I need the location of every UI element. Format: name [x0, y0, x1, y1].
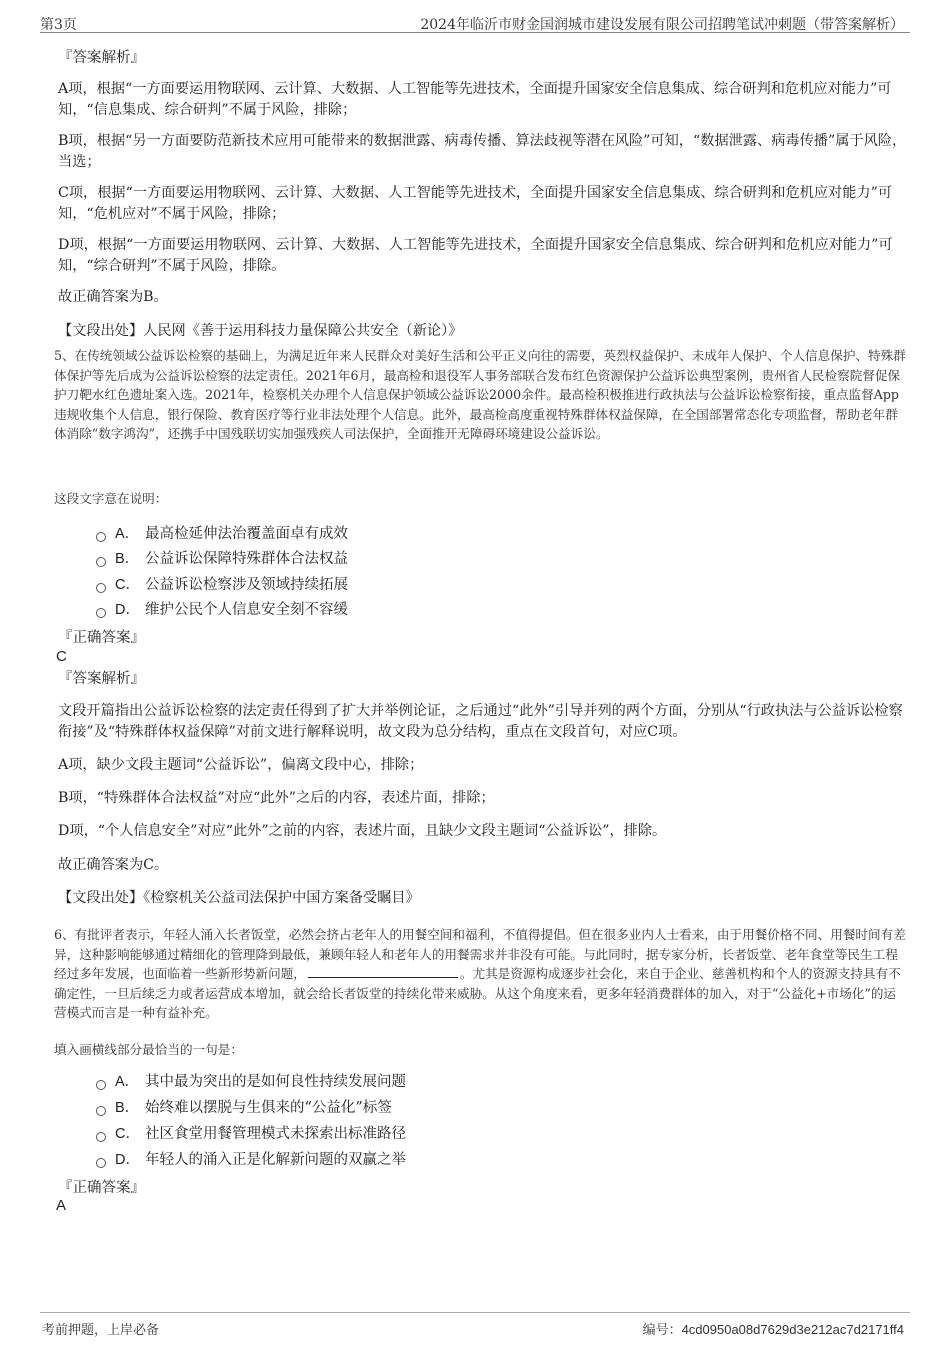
radio-button[interactable]: [96, 1106, 106, 1116]
q6-stem: [54, 925, 906, 1023]
q5-conclusion: 故正确答案为C。: [58, 857, 169, 873]
q4-analysis-c: C项，根据“一方面要运用物联网、云计算、大数据、人工智能等先进技术，全面提升国家安全信息集成、综合研判和危机应对能力”可知，“危机应对”不属于风险，排除；: [58, 185, 893, 222]
q6-stem-part1: 6、有批评者表示，年轻人涌入长者饭堂，必然会挤占老年人的用餐空间和福利，不值得提倡。但在很多业内人士看来，由于用餐价格不同、用餐时间有差异，这种影响能够通过精细化的管理降到最低，兼顾年轻人和老年人的用餐需求并非没有可能。与此同时，据专家分析，长者饭堂、老年食堂等民生工程经过多年发展，也面临着一些新形势新问题，: [54, 927, 906, 981]
page-number: 第3页: [40, 17, 77, 33]
footer-slogan: 考前押题，上岸必备: [42, 1323, 160, 1338]
radio-button[interactable]: [96, 1158, 106, 1168]
q5-option-a[interactable]: [96, 524, 348, 544]
q5-answer: C: [56, 648, 67, 665]
q5-option-d[interactable]: [96, 600, 348, 620]
option-text: 最高检延伸法治覆盖面卓有成效: [145, 526, 348, 542]
option-letter: C．: [115, 577, 140, 593]
q5-analysis-d: D项，“个人信息安全”对应“此外”之前的内容，表述片面，且缺少文段主题词“公益诉讼”，排除。: [58, 823, 667, 839]
q5-option-c[interactable]: [96, 575, 348, 595]
q5-analysis-b: B项，“特殊群体合法权益”对应“此外”之后的内容，表述片面，排除；: [58, 790, 495, 806]
q6-option-a[interactable]: [96, 1072, 406, 1092]
q6-prompt: 填入画横线部分最恰当的一句是：: [54, 1042, 243, 1057]
document-code: 编号：4cd0950a08d7629d3e212ac7d2171ff4: [642, 1322, 904, 1337]
fill-blank: [308, 965, 458, 978]
q5-stem: 5、在传统领域公益诉讼检察的基础上，为满足近年来人民群众对美好生活和公平正义向往的需要，英烈权益保护、未成年人保护、个人信息保护、特殊群体保护等先后成为公益诉讼检察的法定责任。2021年6月，最高检和退役军人事务部联合发布红色资源保护公益诉讼典型案例，贵州省人民检察院督促保护刀靶水红色遗址案入选。2021年，检察机关办理个人信息保护领域公益诉讼2000余件。最高检积极推进行政执法与公益诉讼检察衔接，重点监督App违规收集个人信息，银行保险、教育医疗等行业非法处理个人信息。此外，最高检高度重视特殊群体权益保障，在全国部署常态化专项监督，帮助老年群体消除“数字鸿沟”，还携手中国残联切实加强残疾人司法保护，全面推开无障碍环境建设公益诉讼。: [54, 348, 906, 441]
q6-option-b[interactable]: [96, 1098, 392, 1118]
option-text: 公益诉讼检察涉及领域持续拓展: [145, 577, 348, 593]
q5-option-b[interactable]: [96, 549, 348, 569]
radio-button[interactable]: [96, 583, 106, 593]
option-text: 其中最为突出的是如何良性持续发展问题: [145, 1074, 406, 1090]
option-letter: A．: [115, 1074, 140, 1090]
q4-analysis-d: D项，根据“一方面要运用物联网、云计算、大数据、人工智能等先进技术，全面提升国家安全信息集成、综合研判和危机应对能力”可知，“综合研判”不属于风险，排除。: [58, 237, 893, 274]
q4-analysis-b: B项，根据“另一方面要防范新技术应用可能带来的数据泄露、病毒传播、算法歧视等潜在风险”可知，“数据泄露、病毒传播”属于风险，当选；: [58, 133, 907, 170]
option-letter: A．: [115, 526, 140, 542]
q6-stem-part2: 。尤其是资源构成逐步社会化，来自于企业、慈善机构和个人的资源支持具有不确定性，一旦后续乏力或者运营成本增加，就会给长者饭堂的持续化带来威胁。从这个角度来看，更多年轻消费群体的加入，对于“公益化+市场化”的运营模式而言是一种有益补充。: [54, 966, 901, 1020]
q6-option-d[interactable]: [96, 1150, 406, 1170]
q6-correct-label: 『正确答案』: [58, 1180, 145, 1196]
radio-button[interactable]: [96, 532, 106, 542]
q4-source: 【文段出处】人民网《善于运用科技力量保障公共安全（新论）》: [58, 323, 463, 339]
option-letter: D．: [115, 1152, 140, 1168]
option-text: 年轻人的涌入正是化解新问题的双赢之举: [145, 1152, 406, 1168]
q5-source: 【文段出处】《检察机关公益司法保护中国方案备受瞩目》: [58, 890, 420, 906]
option-letter: B．: [115, 551, 140, 567]
option-text: 维护公民个人信息安全刻不容缓: [145, 602, 348, 618]
radio-button[interactable]: [96, 557, 106, 567]
option-letter: C．: [115, 1126, 140, 1142]
radio-button[interactable]: [96, 1132, 106, 1142]
document-title: 2024年临沂市财金国润城市建设发展有限公司招聘笔试冲刺题（带答案解析）: [420, 17, 904, 33]
q6-answer: A: [56, 1197, 67, 1214]
q5-correct-label: 『正确答案』: [58, 630, 145, 646]
q5-prompt: 这段文字意在说明：: [54, 491, 168, 506]
option-letter: D．: [115, 602, 140, 618]
radio-button[interactable]: [96, 1080, 106, 1090]
q5-analysis: 文段开篇指出公益诉讼检察的法定责任得到了扩大并举例论证，之后通过“此外”引导并列的两个方面，分别从“行政执法与公益诉讼检察衔接”及“特殊群体权益保障”对前文进行解释说明，故文段为总分结构，重点在文段首句，对应C项。: [58, 703, 903, 740]
q5-analysis-label: 『答案解析』: [58, 671, 145, 687]
option-text: 始终难以摆脱与生俱来的“公益化”标签: [145, 1100, 392, 1116]
page-footer: [40, 1312, 910, 1338]
page-header: [40, 12, 910, 33]
option-text: 公益诉讼保障特殊群体合法权益: [145, 551, 348, 567]
q5-analysis-a: A项，缺少文段主题词“公益诉讼”，偏离文段中心，排除；: [58, 757, 424, 773]
q4-analysis-a: A项，根据“一方面要运用物联网、云计算、大数据、人工智能等先进技术，全面提升国家安全信息集成、综合研判和危机应对能力”可知，“信息集成、综合研判”不属于风险，排除；: [58, 81, 892, 118]
option-text: 社区食堂用餐管理模式未探索出标准路径: [145, 1126, 406, 1142]
option-letter: B．: [115, 1100, 140, 1116]
radio-button[interactable]: [96, 608, 106, 618]
q4-analysis-label: 『答案解析』: [58, 50, 145, 66]
q4-conclusion: 故正确答案为B。: [58, 289, 168, 305]
q6-option-c[interactable]: [96, 1124, 406, 1144]
